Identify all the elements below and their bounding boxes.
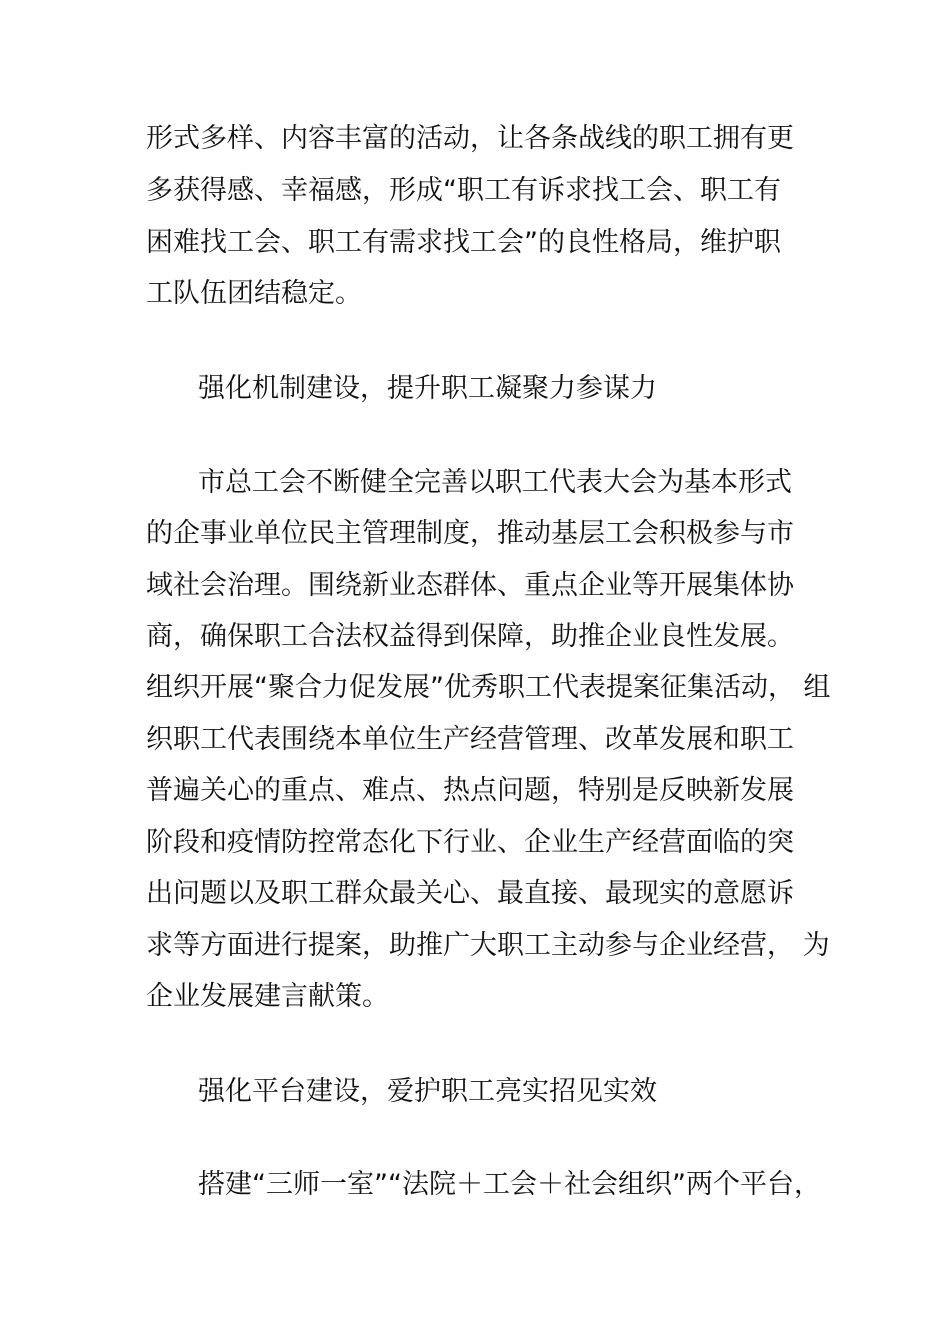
paragraph-2-line-11: 企业发展建言献策。: [146, 981, 389, 1012]
section-heading-mechanism: 强化机制建设，提升职工凝聚力参谋力: [198, 373, 657, 404]
paragraph-2-line-2: 的企事业单位民主管理制度，推动基层工会积极参与市: [146, 518, 794, 549]
paragraph-3-line-1: 搭建“三师一室”“法院＋工会＋社会组织”两个平台，: [198, 1169, 821, 1200]
paragraph-2-line-8: 阶段和疫情防控常态化下行业、企业生产经营面临的突: [146, 827, 794, 858]
paragraph-2-line-9: 出问题以及职工群众最关心、最直接、最现实的意愿诉: [146, 878, 794, 909]
paragraph-1-line-2: 多获得感、幸福感，形成“职工有诉求找工会、职工有: [146, 175, 781, 206]
paragraph-2-line-10: 求等方面进行提案，助推广大职工主动参与企业经营， 为: [146, 930, 830, 961]
paragraph-2-line-7: 普遍关心的重点、难点、热点问题，特别是反映新发展: [146, 775, 794, 806]
paragraph-2-line-4: 商，确保职工合法权益得到保障，助推企业良性发展。: [146, 621, 794, 652]
paragraph-2-line-3: 域社会治理。围绕新业态群体、重点企业等开展集体协: [146, 570, 794, 601]
paragraph-2-line-5: 组织开展“聚合力促发展”优秀职工代表提案征集活动， 组: [146, 672, 831, 703]
paragraph-2-line-6: 织职工代表围绕本单位生产经营管理、改革发展和职工: [146, 724, 794, 755]
paragraph-1-line-3: 困难找工会、职工有需求找工会”的良性格局，维护职: [146, 227, 781, 258]
section-heading-platform: 强化平台建设，爱护职工亮实招见实效: [198, 1076, 657, 1107]
paragraph-2-line-1: 市总工会不断健全完善以职工代表大会为基本形式: [198, 467, 792, 498]
paragraph-1-line-1: 形式多样、内容丰富的活动，让各条战线的职工拥有更: [146, 123, 794, 154]
paragraph-1-line-4: 工队伍团结稳定。: [146, 278, 362, 309]
